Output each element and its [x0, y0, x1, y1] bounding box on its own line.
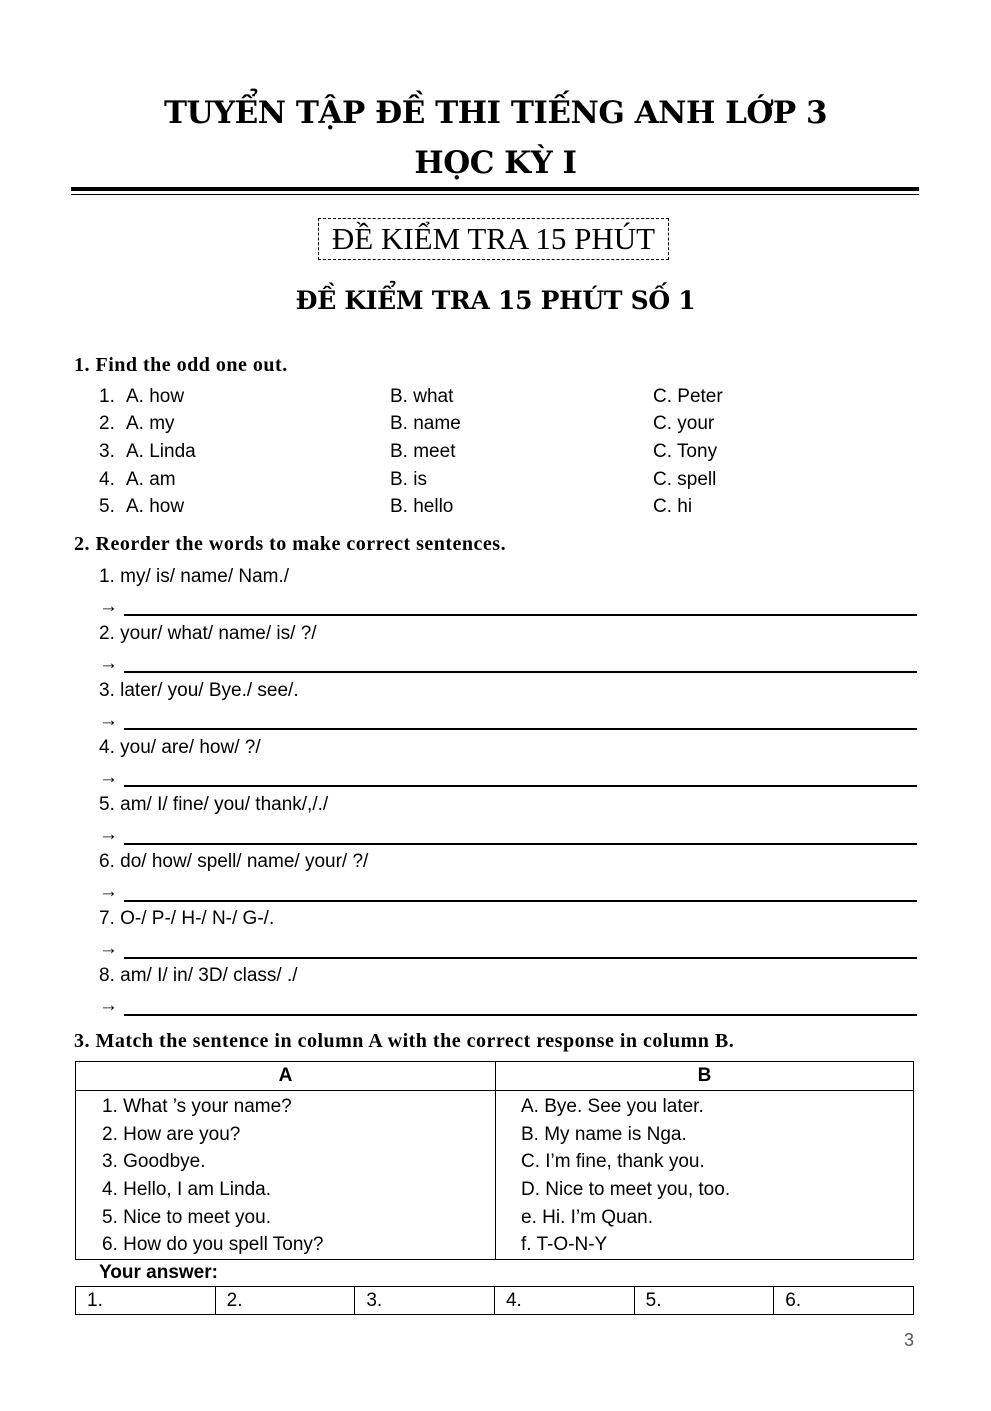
- column-a-header: A: [76, 1062, 496, 1091]
- sentence-a: 2. How are you?: [76, 1121, 496, 1149]
- sentence-a: 6. How do you spell Tony?: [76, 1231, 496, 1259]
- reorder-question: 7. O-/ P-/ H-/ N-/ G-/.: [99, 908, 275, 929]
- arrow-icon: →: [99, 881, 118, 902]
- item-number: 5.: [99, 496, 115, 517]
- page-number: 3: [904, 1330, 915, 1350]
- sentence-a: 5. Nice to meet you.: [76, 1204, 496, 1232]
- response-b: A. Bye. See you later.: [496, 1091, 914, 1121]
- reorder-question: 3. later/ you/ Bye./ see/.: [99, 680, 299, 701]
- item-number: 3.: [99, 441, 115, 462]
- option-b: B. what: [390, 386, 454, 407]
- response-b: f. T-O-N-Y: [496, 1231, 914, 1259]
- option-c: C. hi: [653, 496, 693, 517]
- response-b: B. My name is Nga.: [496, 1121, 914, 1149]
- table-row: [76, 1231, 914, 1259]
- arrow-icon: →: [99, 938, 118, 959]
- your-answer-label: Your answer:: [99, 1262, 218, 1283]
- answer-line[interactable]: [124, 728, 917, 730]
- arrow-icon: →: [99, 653, 118, 674]
- answer-slot-3[interactable]: 3.: [355, 1287, 495, 1315]
- reorder-question: 6. do/ how/ spell/ name/ your/ ?/: [99, 851, 369, 872]
- table-row: [76, 1176, 914, 1204]
- arrow-icon: →: [99, 596, 118, 617]
- option-b: B. hello: [390, 496, 454, 517]
- option-c: C. Tony: [653, 441, 718, 462]
- option-b: B. meet: [390, 441, 456, 462]
- option-a: A. my: [126, 413, 175, 434]
- matching-table: [75, 1061, 914, 1260]
- reorder-question: 5. am/ I/ fine/ you/ thank/,/./: [99, 794, 329, 815]
- response-b: e. Hi. I’m Quan.: [496, 1204, 914, 1232]
- sentence-a: 1. What ’s your name?: [76, 1091, 496, 1121]
- header-divider-thin: [71, 194, 919, 195]
- arrow-icon: →: [99, 767, 118, 788]
- arrow-icon: →: [99, 824, 118, 845]
- answer-line[interactable]: [124, 900, 917, 902]
- response-b: C. I’m fine, thank you.: [496, 1148, 914, 1176]
- option-b: B. is: [390, 469, 427, 490]
- item-number: 1.: [99, 386, 115, 407]
- sentence-a: 4. Hello, I am Linda.: [76, 1176, 496, 1204]
- table-row: [76, 1148, 914, 1176]
- section2-heading: 2. Reorder the words to make correct sentences.: [74, 533, 507, 555]
- table-row: [76, 1121, 914, 1149]
- option-a: A. am: [126, 469, 176, 490]
- document-subtitle-term: HỌC KỲ I: [414, 145, 577, 181]
- test-type-box: ĐỀ KIỂM TRA 15 PHÚT: [318, 218, 669, 260]
- answer-line[interactable]: [124, 671, 917, 673]
- option-b: B. name: [390, 413, 461, 434]
- item-number: 4.: [99, 469, 115, 490]
- option-a: A. Linda: [126, 441, 196, 462]
- answer-slot-5[interactable]: 5.: [634, 1287, 774, 1315]
- option-c: C. spell: [653, 469, 717, 490]
- answer-line[interactable]: [124, 785, 917, 787]
- section1-heading: 1. Find the odd one out.: [74, 354, 288, 376]
- response-b: D. Nice to meet you, too.: [496, 1176, 914, 1204]
- reorder-question: 8. am/ I/ in/ 3D/ class/ ./: [99, 965, 298, 986]
- answer-slot-1[interactable]: 1.: [76, 1287, 216, 1315]
- answer-line[interactable]: [124, 843, 917, 845]
- arrow-icon: →: [99, 995, 118, 1016]
- header-divider-thick: [71, 187, 919, 191]
- answer-slot-6[interactable]: 6.: [774, 1287, 914, 1315]
- table-row: [76, 1204, 914, 1232]
- option-c: C. your: [653, 413, 715, 434]
- answer-slot-2[interactable]: 2.: [215, 1287, 355, 1315]
- answer-table: [75, 1286, 914, 1315]
- section3-heading: 3. Match the sentence in column A with the correct response in column B.: [74, 1030, 735, 1052]
- sentence-a: 3. Goodbye.: [76, 1148, 496, 1176]
- answer-line[interactable]: [124, 957, 917, 959]
- option-a: A. how: [126, 386, 185, 407]
- table-row: [76, 1091, 914, 1121]
- reorder-question: 4. you/ are/ how/ ?/: [99, 737, 261, 758]
- option-c: C. Peter: [653, 386, 723, 407]
- answer-line[interactable]: [124, 1014, 917, 1016]
- document-title: TUYỂN TẬP ĐỀ THI TIẾNG ANH LỚP 3: [163, 95, 828, 131]
- arrow-icon: →: [99, 710, 118, 731]
- item-number: 2.: [99, 413, 115, 434]
- reorder-question: 2. your/ what/ name/ is/ ?/: [99, 623, 317, 644]
- reorder-question: 1. my/ is/ name/ Nam./: [99, 566, 290, 587]
- option-a: A. how: [126, 496, 185, 517]
- answer-slot-4[interactable]: 4.: [494, 1287, 634, 1315]
- column-b-header: B: [496, 1062, 914, 1091]
- test-number-heading: ĐỀ KIỂM TRA 15 PHÚT SỐ 1: [295, 286, 696, 315]
- answer-line[interactable]: [124, 614, 917, 616]
